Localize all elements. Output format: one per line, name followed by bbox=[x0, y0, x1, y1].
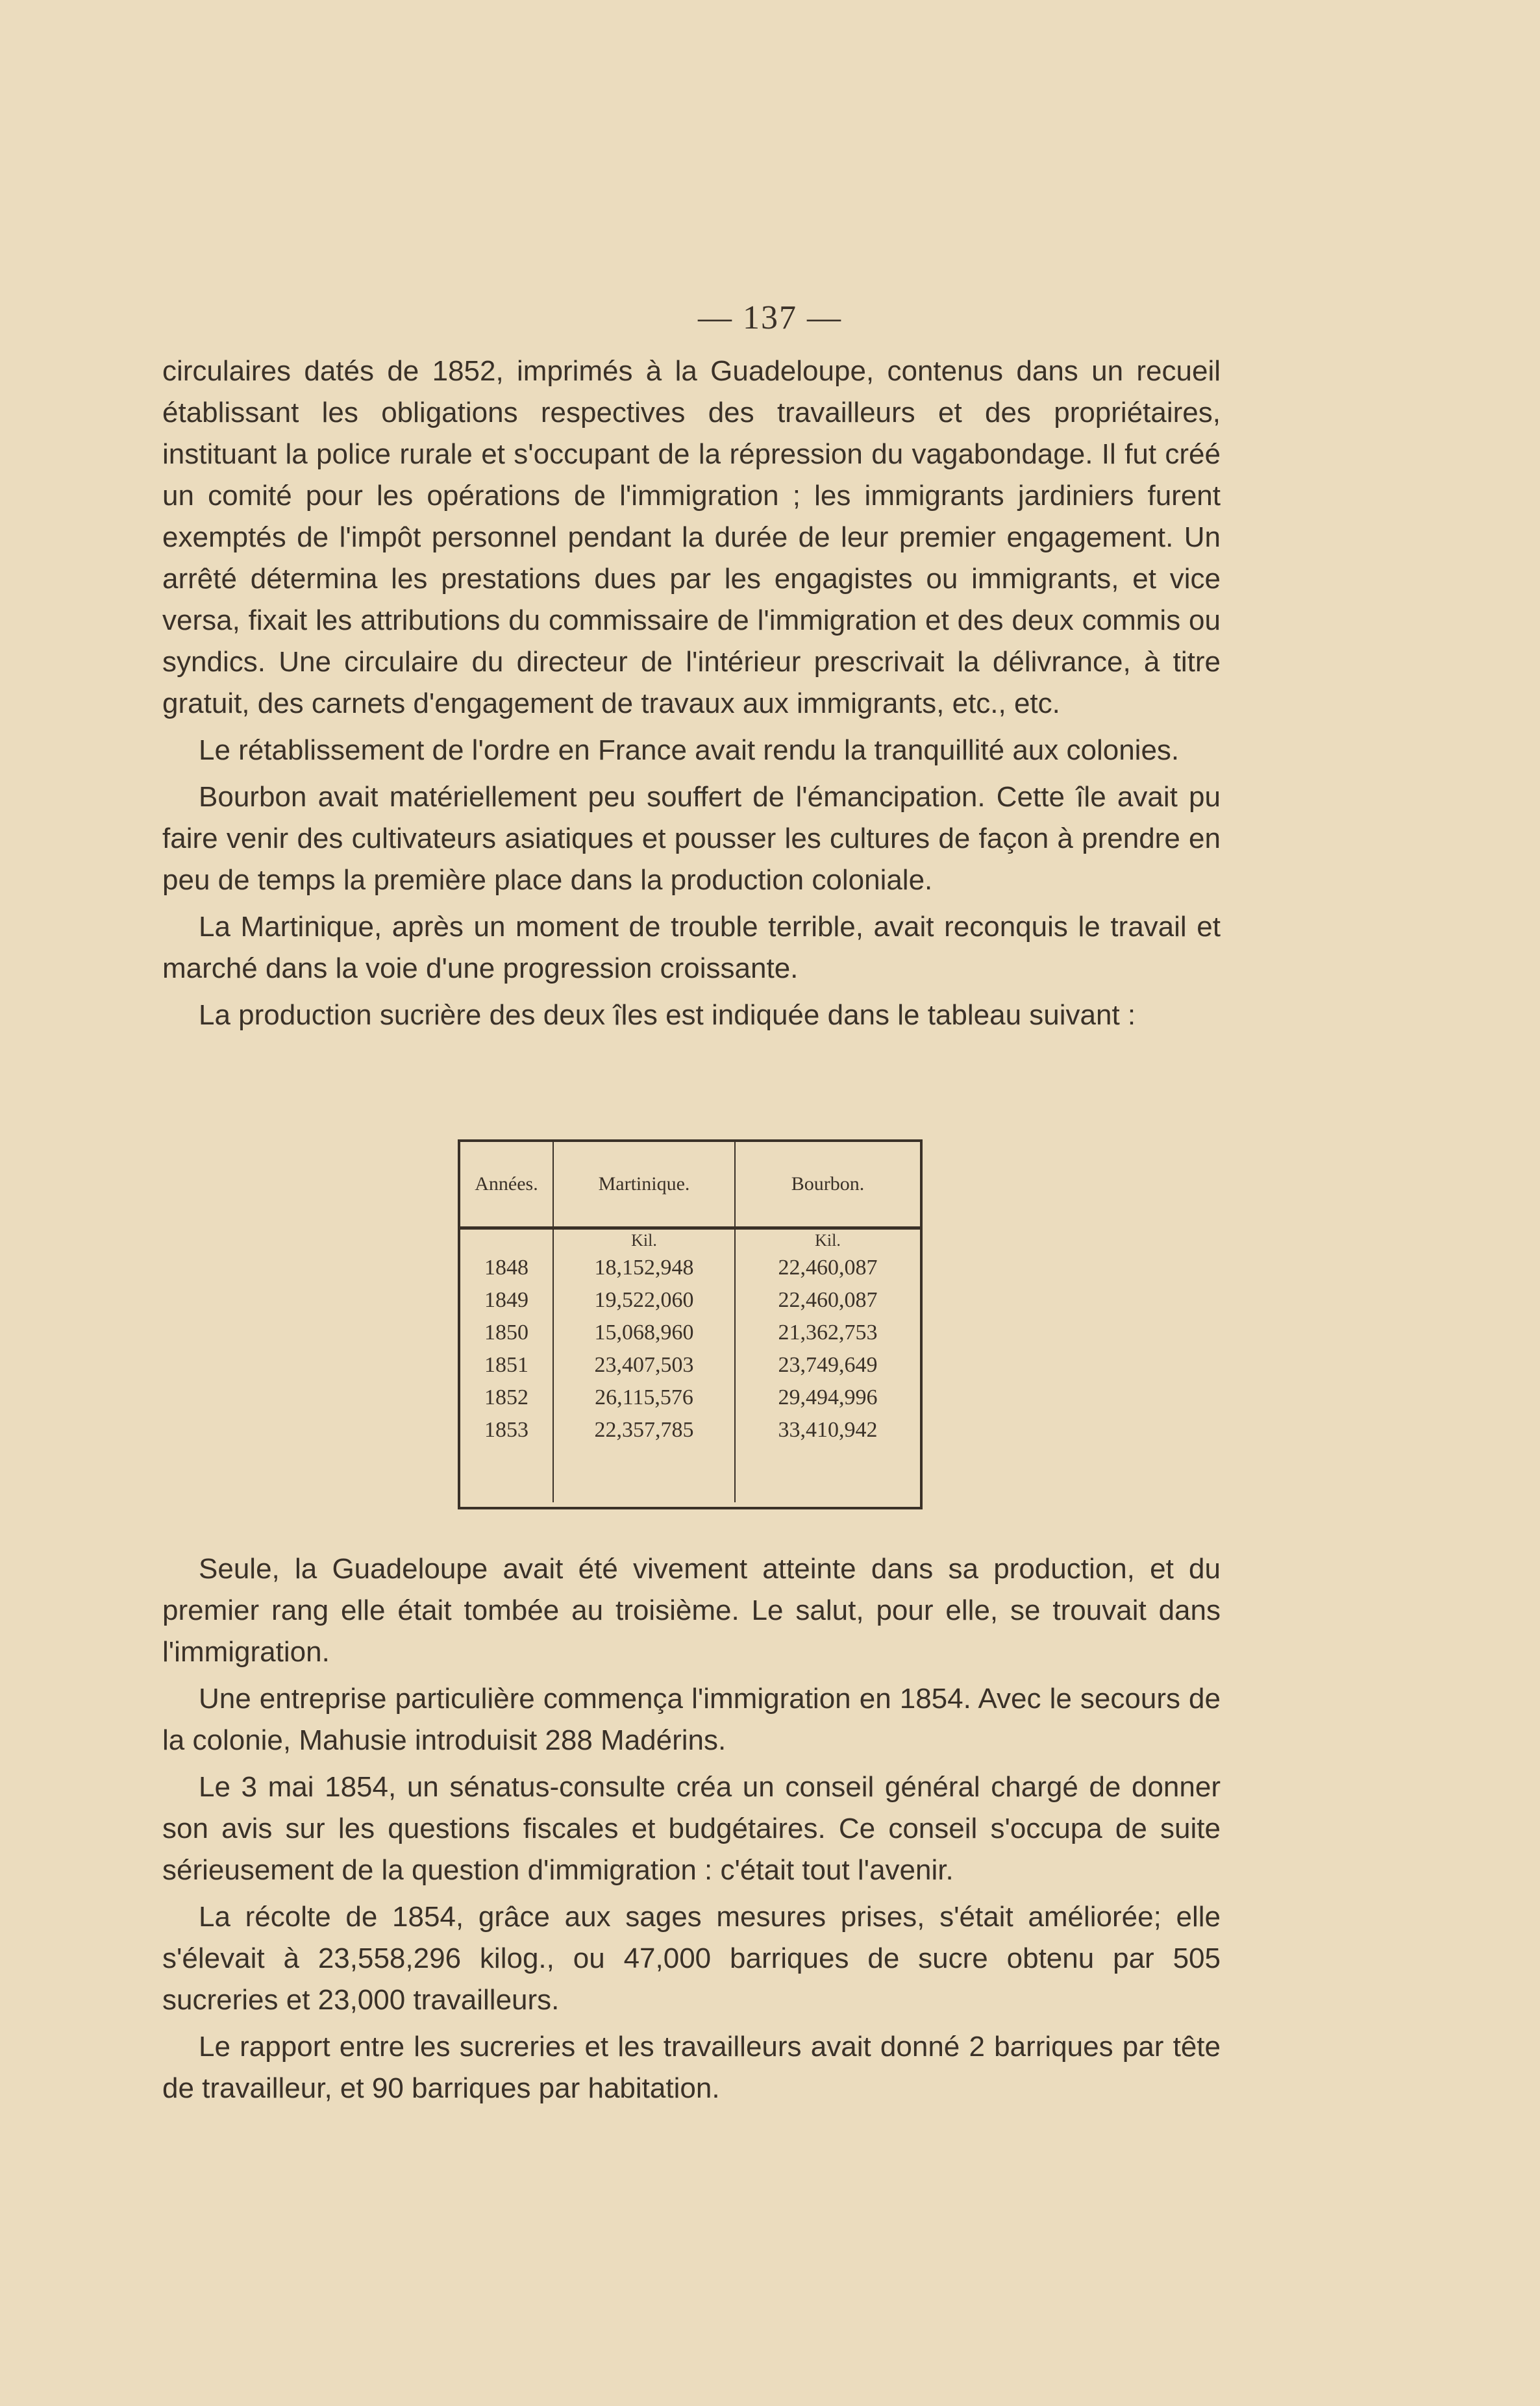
table-header-row bbox=[460, 1142, 920, 1228]
year-cell: 1852 bbox=[460, 1382, 553, 1414]
production-table bbox=[458, 1139, 923, 1509]
table-row bbox=[460, 1349, 920, 1382]
martinique-cell: 15,068,960 bbox=[553, 1317, 735, 1349]
header-bourbon: Bourbon. bbox=[735, 1142, 920, 1228]
unit-cell bbox=[460, 1228, 553, 1252]
martinique-cell: 18,152,948 bbox=[553, 1252, 735, 1284]
bourbon-cell: 33,410,942 bbox=[778, 1418, 878, 1442]
table-filler-row bbox=[460, 1446, 920, 1502]
paragraph: Seule, la Guadeloupe avait été vivement atteinte dans sa production, et du premier rang elle était tombée au troisième. Le salut, pour elle, se trouvait dans l'immigration. bbox=[162, 1553, 1221, 1668]
table-row bbox=[460, 1382, 920, 1414]
year-cell: 1850 bbox=[460, 1317, 553, 1349]
martinique-cell: 23,407,503 bbox=[553, 1349, 735, 1382]
year-cell: 1851 bbox=[460, 1349, 553, 1382]
table-unit-row bbox=[460, 1228, 920, 1252]
table-row bbox=[460, 1252, 920, 1284]
production-table-grid bbox=[460, 1142, 920, 1502]
year-cell: 1848 bbox=[460, 1252, 553, 1284]
header-martinique: Martinique. bbox=[553, 1142, 735, 1228]
unit-cell: Kil. bbox=[815, 1231, 841, 1250]
bourbon-cell: 22,460,087 bbox=[778, 1256, 878, 1280]
paragraph: Le 3 mai 1854, un sénatus-consulte créa un conseil général chargé de donner son avis sur les questions fiscales et budgétaires. Ce conseil s'occupa de suite sérieusement de la question d'immigration : c'était tout l'avenir. bbox=[162, 1771, 1221, 1886]
paragraph: Une entreprise particulière commença l'immigration en 1854. Avec le secours de la colonie, Mahusie introduisit 288 Madérins. bbox=[162, 1683, 1221, 1756]
martinique-cell: 22,357,785 bbox=[553, 1414, 735, 1446]
paragraph: La production sucrière des deux îles est indiquée dans le tableau suivant : bbox=[199, 999, 1136, 1031]
year-cell: 1849 bbox=[460, 1284, 553, 1317]
unit-cell: Kil. bbox=[553, 1228, 735, 1252]
text-after-table bbox=[162, 1548, 1221, 2115]
header-years: Années. bbox=[460, 1142, 553, 1228]
bourbon-cell: 23,749,649 bbox=[778, 1353, 878, 1377]
page-number: — 137 — bbox=[698, 299, 842, 336]
year-cell: 1853 bbox=[460, 1414, 553, 1446]
paragraph: Le rétablissement de l'ordre en France avait rendu la tranquillité aux colonies. bbox=[199, 734, 1180, 766]
paragraph: La Martinique, après un moment de trouble terrible, avait reconquis le travail et marché dans la voie d'une progression croissante. bbox=[162, 911, 1221, 984]
table-row bbox=[460, 1317, 920, 1349]
text-before-table bbox=[162, 351, 1221, 1041]
paragraph: Le rapport entre les sucreries et les travailleurs avait donné 2 barriques par tête de travailleur, et 90 barriques par habitation. bbox=[162, 2031, 1221, 2104]
paragraph: La récolte de 1854, grâce aux sages mesures prises, s'était améliorée; elle s'élevait à 23,558,296 kilog., ou 47,000 barriques de sucre obtenu par 505 sucreries et 23,000 travailleurs. bbox=[162, 1901, 1221, 2016]
bourbon-cell: 21,362,753 bbox=[778, 1321, 878, 1345]
table-row bbox=[460, 1414, 920, 1446]
martinique-cell: 26,115,576 bbox=[553, 1382, 735, 1414]
bourbon-cell: 22,460,087 bbox=[778, 1288, 878, 1312]
paragraph: circulaires datés de 1852, imprimés à la Guadeloupe, contenus dans un recueil établissant les obligations respectives des travailleurs et des propriétaires, instituant la police rurale et s'occupant de la répression du vagabondage. Il fut créé un comité pour les opérations de l'immigration ; les immigrants jardiniers furent exemptés de l'impôt personnel pendant la durée de leur premier engagement. Un arrêté détermina les prestations dues par les engagistes ou immigrants, et vice versa, fixait les attributions du commissaire de l'immigration et des deux commis ou syndics. Une circulaire du directeur de l'intérieur prescrivait la délivrance, à titre gratuit, des carnets d'engagement de travaux aux immigrants, etc., etc. bbox=[162, 355, 1221, 719]
martinique-cell: 19,522,060 bbox=[553, 1284, 735, 1317]
bourbon-cell: 29,494,996 bbox=[778, 1385, 878, 1409]
table-row bbox=[460, 1284, 920, 1317]
paragraph: Bourbon avait matériellement peu souffert de l'émancipation. Cette île avait pu faire venir des cultivateurs asiatiques et pousser les cultures de façon à prendre en peu de temps la première place dans la production coloniale. bbox=[162, 781, 1221, 896]
